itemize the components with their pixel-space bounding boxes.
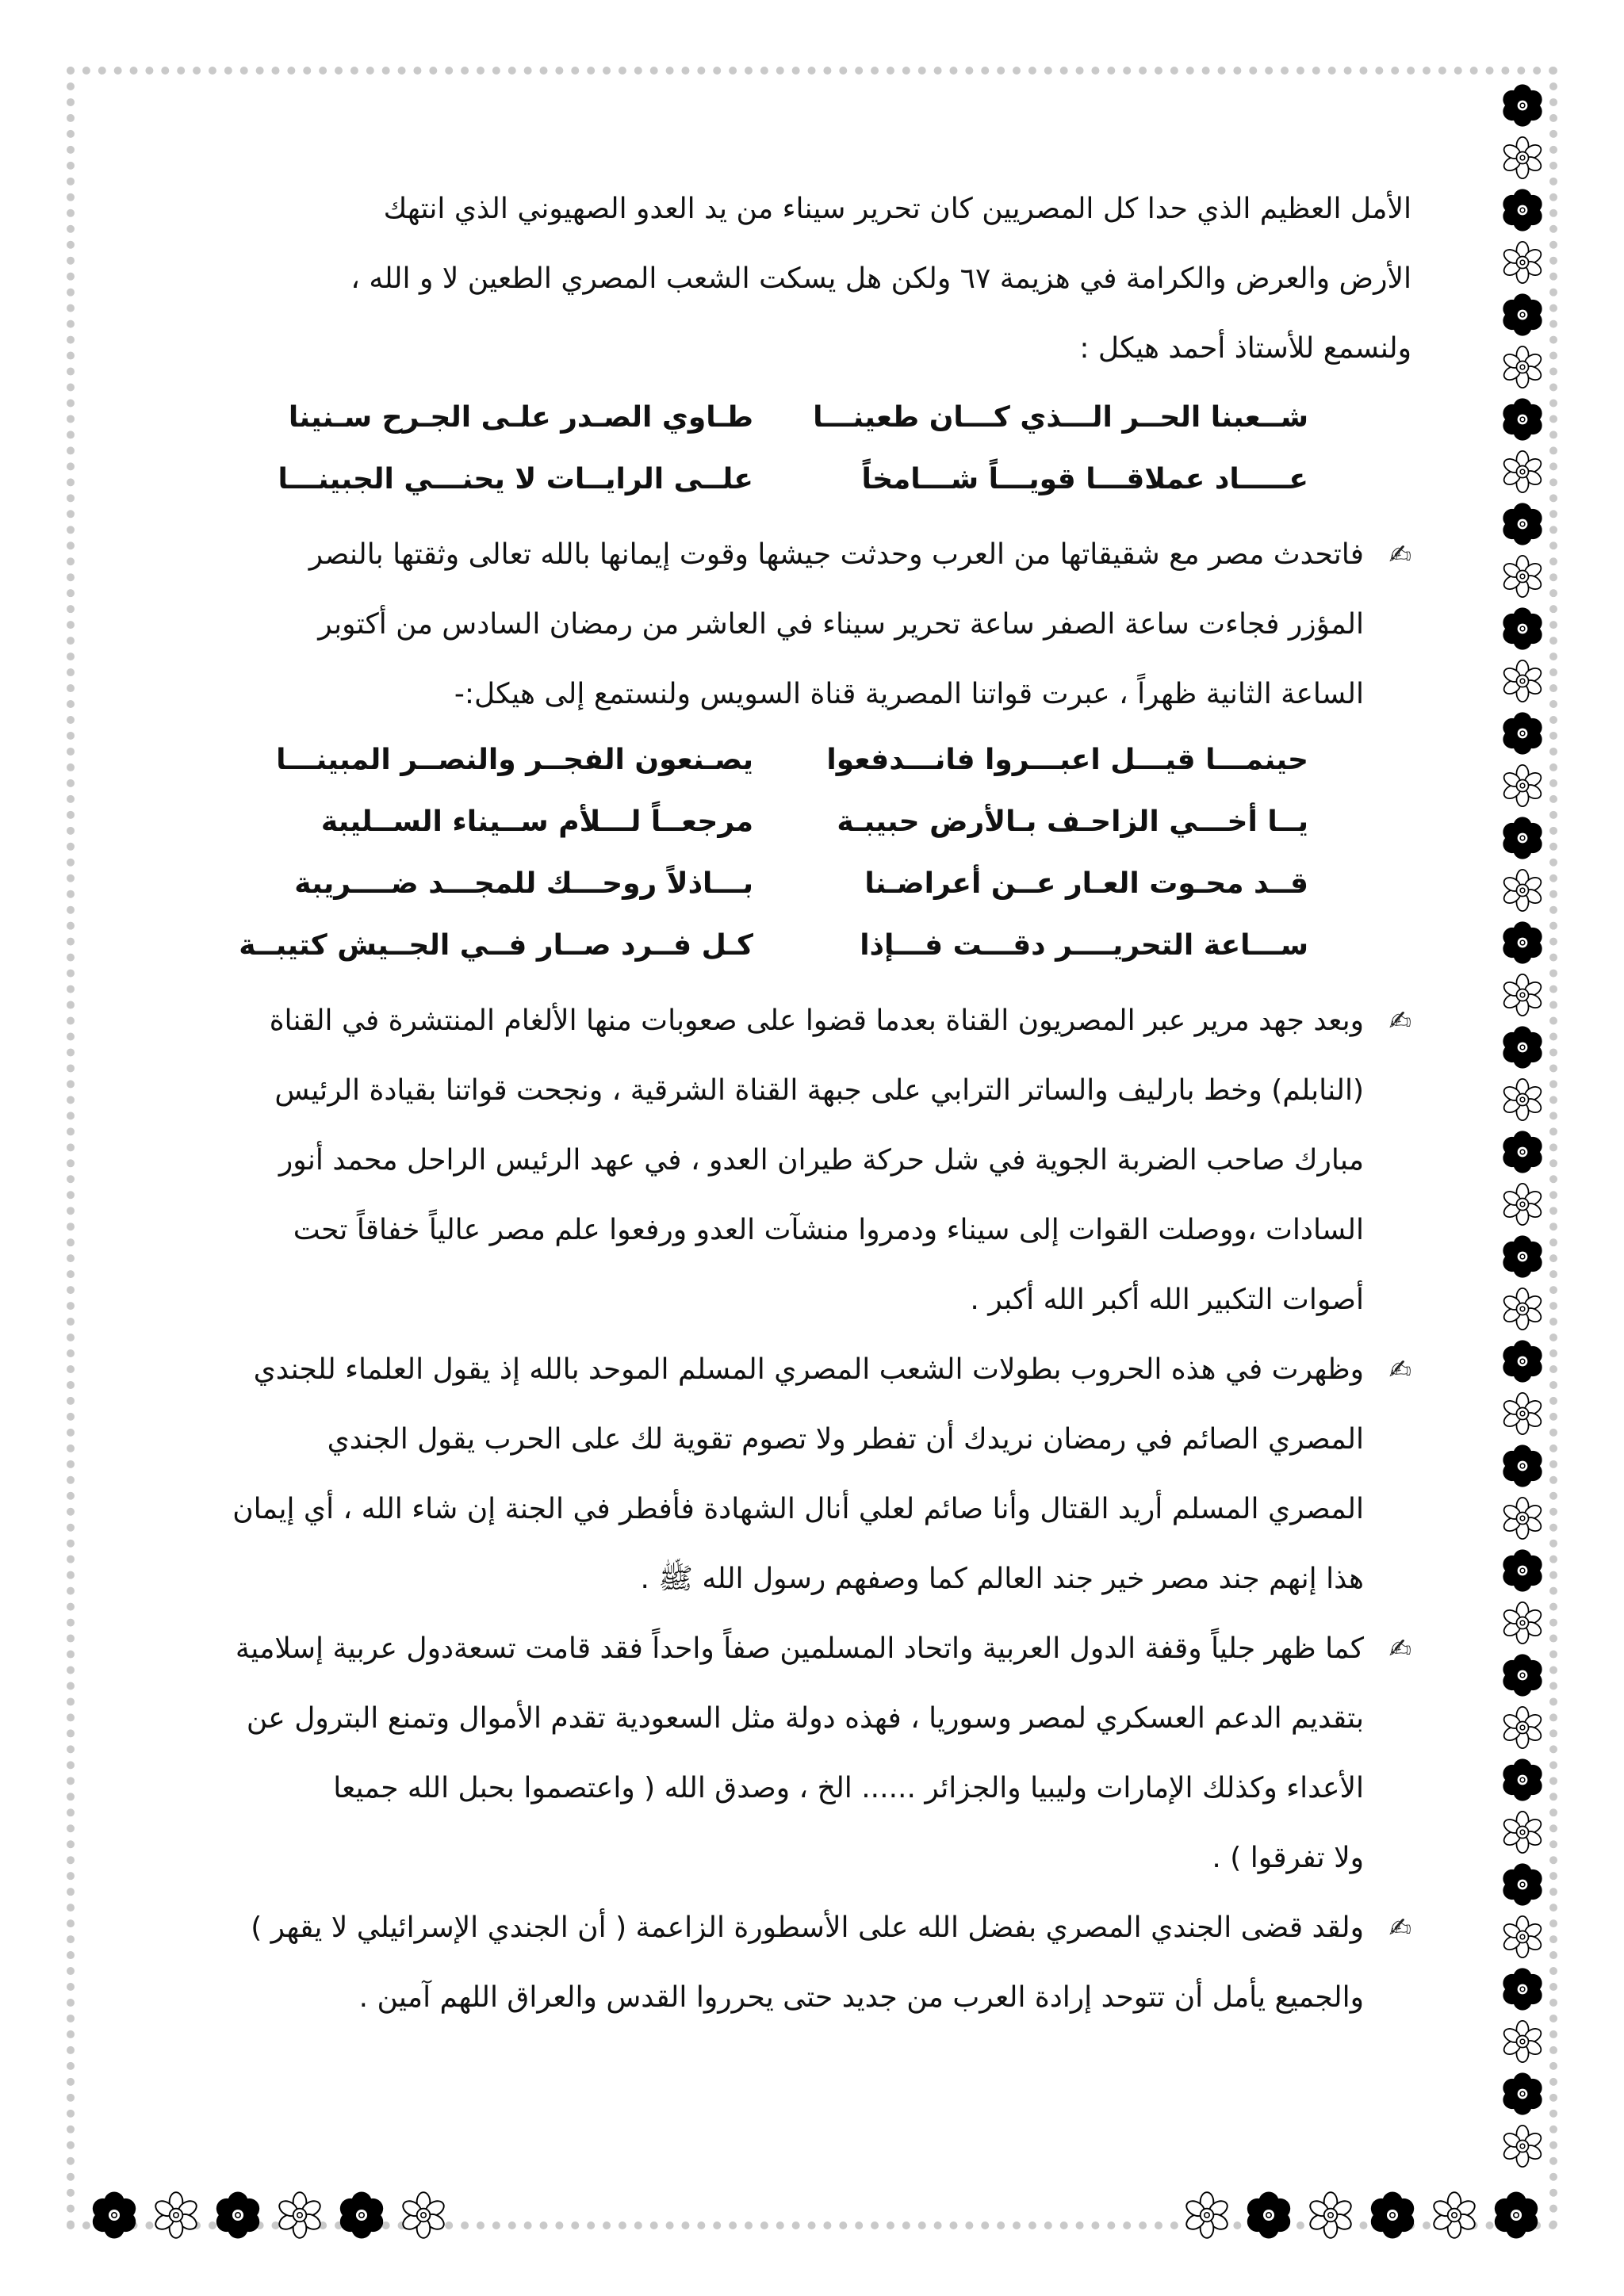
text-line: هذا إنهم جند مصر خير جند العالم كما وصفهم رسول الله ﷺ . bbox=[640, 1563, 1364, 1595]
writing-hand-icon: ✍ bbox=[1388, 1005, 1411, 1037]
flower-solid-icon bbox=[1500, 1024, 1545, 1070]
flower-outline-icon bbox=[1500, 239, 1545, 285]
flower-solid-icon bbox=[1500, 1234, 1545, 1280]
flower-border-bottom-left bbox=[89, 2190, 449, 2241]
flower-outline-icon bbox=[1500, 1391, 1545, 1437]
flower-outline-icon bbox=[1500, 1495, 1545, 1541]
poem-verse-second-half: مرجعــاً لـــلأم ســيناء الســليبة bbox=[320, 806, 753, 838]
flower-solid-icon bbox=[1500, 1966, 1545, 2012]
flower-solid-icon bbox=[1500, 187, 1545, 233]
bullet-paragraph-4 bbox=[159, 1614, 1411, 1893]
flower-border-bottom-right bbox=[1182, 2190, 1542, 2241]
flower-solid-icon bbox=[1500, 606, 1545, 652]
flower-solid-icon bbox=[1500, 1129, 1545, 1175]
page-content bbox=[159, 174, 1411, 2033]
text-line: المصري المسلم أريد القتال وأنا صائم لعلي أنال الشهادة فأفطر في الجنة إن شاء الله ، أي إيمان bbox=[232, 1493, 1364, 1525]
flower-solid-icon bbox=[1500, 1757, 1545, 1803]
text-line: (النابلم) وخط بارليف والساتر الترابي على جبهة القناة الشرقية ، ونجحت قواتنا بقيادة الرئيس bbox=[274, 1074, 1364, 1107]
poem-verse-second-half: يصـنعون الفجــر والنصــر المبينـــا bbox=[276, 744, 753, 776]
flower-outline-icon bbox=[1500, 449, 1545, 495]
flower-outline-icon bbox=[1500, 135, 1545, 181]
text-line: فاتحدث مصر مع شقيقاتها من العرب وحدثت جيشها وقوت إيمانها بالله تعالى وثقتها بالنصر bbox=[308, 538, 1364, 571]
text-line: المصري الصائم في رمضان نريدك أن تفطر ولا تصوم تقوية لك على الحرب يقول الجندي bbox=[327, 1423, 1364, 1456]
flower-outline-icon bbox=[1305, 2190, 1356, 2241]
flower-solid-icon bbox=[1500, 1338, 1545, 1384]
poem-verse-first-half: شــعبنا الحــر الـــذي كـــان طعينـــا bbox=[813, 401, 1308, 434]
flower-outline-icon bbox=[1500, 553, 1545, 599]
text-line: السادات ،ووصلت القوات إلى سيناء ودمروا منشآت العدو ورفعوا علم مصر عالياً خفاقاً تحت bbox=[293, 1214, 1364, 1246]
flower-solid-icon bbox=[1500, 1548, 1545, 1594]
poem-2 bbox=[159, 729, 1308, 977]
flower-solid-icon bbox=[213, 2190, 263, 2241]
flower-solid-icon bbox=[1243, 2190, 1294, 2241]
bullet-paragraph-1 bbox=[159, 520, 1411, 729]
flower-solid-icon bbox=[1500, 1652, 1545, 1698]
text-line: ولا تفرقوا ) . bbox=[1212, 1842, 1364, 1874]
poem-verse-first-half: يــا أخـــي الزاحـف بـالأرض حبيبـة bbox=[837, 806, 1308, 838]
text-line: ولنسمع للأستاذ أحمد هيكل : bbox=[1079, 332, 1411, 365]
text-line: مبارك صاحب الضربة الجوية في شل حركة طيران العدو ، في عهد الرئيس الراحل محمد أنور bbox=[278, 1144, 1364, 1177]
poem-1 bbox=[159, 387, 1308, 511]
text-line: ولقد قضى الجندي المصري بفضل الله على الأسطورة الزاعمة ( أن الجندي الإسرائيلي لا يقهر ) bbox=[251, 1911, 1364, 1944]
poem-verse-second-half: كـل فــرد صــار فــي الجــيش كتيبــة bbox=[239, 929, 753, 962]
flower-solid-icon bbox=[1500, 292, 1545, 338]
flower-outline-icon bbox=[1429, 2190, 1480, 2241]
flower-solid-icon bbox=[1500, 1862, 1545, 1908]
flower-solid-icon bbox=[1500, 920, 1545, 966]
text-line: الأمل العظيم الذي حدا كل المصريين كان تحرير سيناء من يد العدو الصهيوني الذي انتهك bbox=[383, 193, 1411, 225]
poem-verse-first-half: قــد محـوت العـار عــن أعراضـنا bbox=[864, 867, 1308, 900]
flower-outline-icon bbox=[1500, 1600, 1545, 1646]
text-line: بتقديم الدعم العسكري لمصر وسوريا ، فهذه دولة مثل السعودية تقدم الأموال وتمنع البترول عن bbox=[246, 1702, 1364, 1735]
flower-outline-icon bbox=[1500, 1181, 1545, 1227]
flower-solid-icon bbox=[1367, 2190, 1418, 2241]
flower-solid-icon bbox=[89, 2190, 140, 2241]
writing-hand-icon: ✍ bbox=[1388, 539, 1411, 571]
flower-solid-icon bbox=[1491, 2190, 1542, 2241]
flower-border-right bbox=[1491, 79, 1554, 2172]
text-line: المؤزر فجاءت ساعة الصفر ساعة تحرير سيناء في العاشر من رمضان السادس من أكتوبر bbox=[318, 608, 1364, 641]
bullet-paragraph-3 bbox=[159, 1335, 1411, 1614]
poem-verse-first-half: حينمـــا قيـــل اعبـــروا فانـــدفعوا bbox=[826, 744, 1308, 776]
flower-solid-icon bbox=[1500, 396, 1545, 442]
text-line: الأرض والعرض والكرامة في هزيمة ٦٧ ولكن هل يسكت الشعب المصري الطعين لا و الله ، bbox=[350, 262, 1411, 295]
flower-outline-icon bbox=[1500, 1705, 1545, 1751]
flower-outline-icon bbox=[1500, 658, 1545, 704]
flower-solid-icon bbox=[336, 2190, 387, 2241]
text-line: كما ظهر جلياً وقفة الدول العربية واتحاد المسلمين صفاً واحداً فقد قامت تسعةدول عربية إسلامية bbox=[235, 1632, 1364, 1665]
flower-outline-icon bbox=[274, 2190, 325, 2241]
flower-outline-icon bbox=[1500, 763, 1545, 809]
flower-outline-icon bbox=[1500, 1809, 1545, 1855]
writing-hand-icon: ✍ bbox=[1388, 1912, 1411, 1944]
flower-solid-icon bbox=[1500, 710, 1545, 756]
poem-verse-second-half: بـــاذلاً روحـــك للمجـــد ضــــريبة bbox=[294, 867, 753, 900]
text-line: والجميع يأمل أن تتوحد إرادة العرب من جديد حتى يحرروا القدس والعراق اللهم آمين . bbox=[358, 1981, 1364, 2014]
flower-solid-icon bbox=[1500, 82, 1545, 128]
bullet-paragraph-5 bbox=[159, 1893, 1411, 2033]
flower-outline-icon bbox=[1500, 1286, 1545, 1332]
poem-verse-second-half: طـاوي الصـدر علـى الجـرح سـنينا bbox=[288, 401, 753, 434]
writing-hand-icon: ✍ bbox=[1388, 1354, 1411, 1386]
text-line: أصوات التكبير الله أكبر الله أكبر . bbox=[970, 1284, 1364, 1316]
text-line: الساعة الثانية ظهراً ، عبرت قواتنا المصرية قناة السويس ولنستمع إلى هيكل:- bbox=[454, 678, 1364, 710]
flower-outline-icon bbox=[1500, 867, 1545, 913]
flower-outline-icon bbox=[1500, 2123, 1545, 2169]
text-line: وظهرت في هذه الحروب بطولات الشعب المصري المسلم الموحد بالله إذ يقول العلماء للجندي bbox=[253, 1353, 1364, 1386]
flower-outline-icon bbox=[398, 2190, 449, 2241]
text-line: الأعداء وكذلك الإمارات وليبيا والجزائر ...... الخ ، وصدق الله ( واعتصموا بحبل الله جميعا bbox=[333, 1772, 1364, 1804]
flower-outline-icon bbox=[151, 2190, 201, 2241]
flower-solid-icon bbox=[1500, 2071, 1545, 2117]
writing-hand-icon: ✍ bbox=[1388, 1633, 1411, 1665]
flower-solid-icon bbox=[1500, 1443, 1545, 1489]
flower-outline-icon bbox=[1500, 1077, 1545, 1123]
intro-paragraph bbox=[159, 174, 1411, 384]
flower-outline-icon bbox=[1500, 1914, 1545, 1960]
poem-verse-first-half: ســـاعة التحريــــر دقـــت فـــإذا bbox=[860, 929, 1308, 962]
flower-outline-icon bbox=[1500, 2019, 1545, 2064]
bullet-paragraph-2 bbox=[159, 986, 1411, 1335]
flower-solid-icon bbox=[1500, 501, 1545, 547]
flower-outline-icon bbox=[1500, 344, 1545, 390]
flower-outline-icon bbox=[1182, 2190, 1232, 2241]
flower-outline-icon bbox=[1500, 972, 1545, 1018]
poem-verse-second-half: علــى الرايــات لا يحنـــي الجبينـــا bbox=[278, 463, 753, 496]
poem-verse-first-half: عـــــاد عملاقـــا قويـــاً شـــامخاً bbox=[861, 463, 1308, 496]
text-line: وبعد جهد مرير عبر المصريون القناة بعدما قضوا على صعوبات منها الألغام المنتشرة في القناة bbox=[269, 1004, 1364, 1037]
flower-solid-icon bbox=[1500, 815, 1545, 861]
